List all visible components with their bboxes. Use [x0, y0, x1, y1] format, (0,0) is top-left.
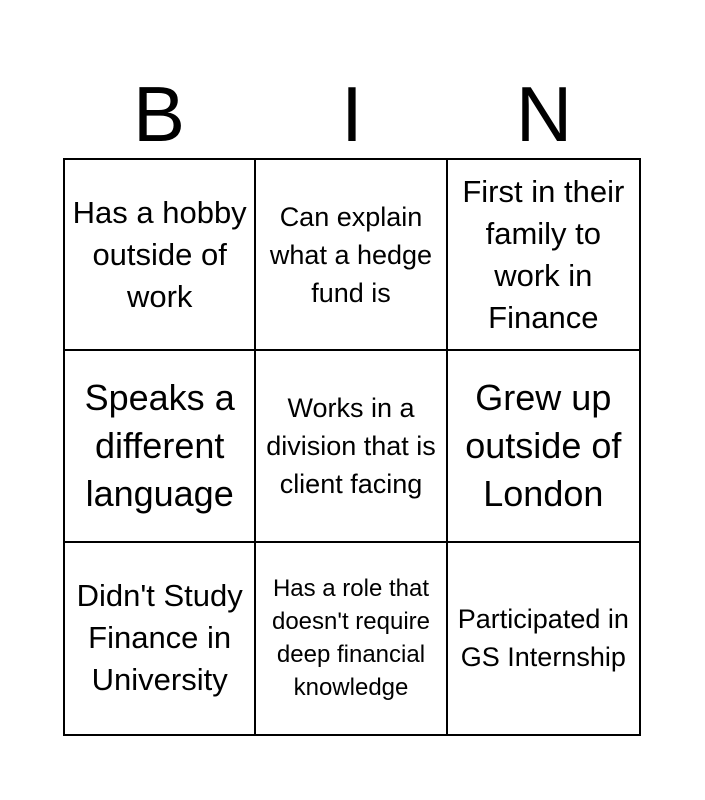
bingo-cell-text: Participated in GS Internship: [457, 604, 629, 673]
bingo-cell-text: Has a hobby outside of work: [72, 194, 247, 314]
bingo-cell-text: Has a role that doesn't require deep financial knowledge: [271, 575, 430, 702]
header-letter-b: B: [132, 70, 186, 158]
bingo-cell-2[interactable]: [256, 160, 447, 351]
bingo-cell-8[interactable]: [256, 543, 447, 734]
bingo-cell-5[interactable]: [256, 351, 447, 542]
bingo-cell-text: Speaks a different language: [84, 376, 235, 514]
bingo-header: [63, 70, 641, 158]
header-letter-n: N: [515, 70, 573, 158]
bingo-cell-6[interactable]: [448, 351, 639, 542]
bingo-cell-text: Grew up outside of London: [465, 376, 622, 514]
bingo-cell-text: Can explain what a hedge fund is: [269, 201, 433, 308]
bingo-cell-1[interactable]: [65, 160, 256, 351]
bingo-cell-text: First in their family to work in Finance: [462, 173, 625, 335]
bingo-cell-3[interactable]: [448, 160, 639, 351]
bingo-cell-text: Didn't Study Finance in University: [76, 578, 243, 698]
bingo-cell-4[interactable]: [65, 351, 256, 542]
header-letter-i: I: [341, 70, 363, 158]
bingo-cell-text: Works in a division that is client facing: [266, 392, 436, 499]
bingo-cell-7[interactable]: [65, 543, 256, 734]
bingo-cell-9[interactable]: [448, 543, 639, 734]
bingo-board: [63, 158, 641, 736]
